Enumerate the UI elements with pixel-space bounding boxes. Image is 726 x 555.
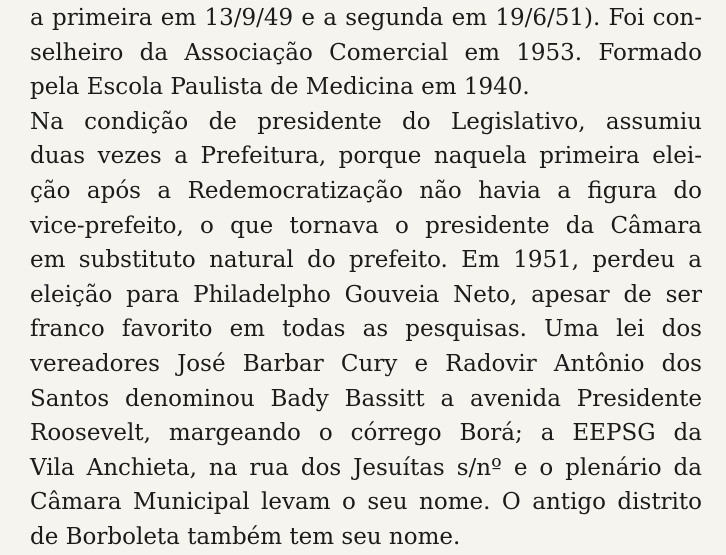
text-line: Roosevelt, margeando o córrego Borá; a EEPSG da	[30, 420, 702, 446]
text-line: selheiro da Associação Comercial em 1953. Formado	[30, 40, 702, 66]
text-line: ção após a Redemocratização não havia a figura do	[30, 178, 702, 204]
text-line: eleição para Philadelpho Gouveia Neto, apesar de ser	[30, 282, 702, 308]
text-line: Santos denominou Bady Bassitt a avenida Presidente	[30, 386, 702, 412]
text-line: Na condição de presidente do Legislativo, assumiu	[30, 109, 702, 135]
text-line: franco favorito em todas as pesquisas. Uma lei dos	[30, 316, 702, 342]
text-line: vereadores José Barbar Cury e Radovir Antônio dos	[30, 351, 702, 377]
text-line: a primeira em 13/9/49 e a segunda em 19/6/51). Foi con-	[30, 5, 702, 31]
text-line: Vila Anchieta, na rua dos Jesuítas s/nº e o plenário da	[30, 455, 702, 481]
text-line: de Borboleta também tem seu nome.	[30, 524, 461, 550]
text-line: em substituto natural do prefeito. Em 1951, perdeu a	[30, 247, 702, 273]
text-line: Câmara Municipal levam o seu nome. O antigo distrito	[30, 489, 702, 515]
text-line: pela Escola Paulista de Medicina em 1940.	[30, 74, 530, 100]
text-line: vice-prefeito, o que tornava o presidente da Câmara	[30, 213, 702, 239]
text-line: duas vezes a Prefeitura, porque naquela primeira elei-	[30, 143, 702, 169]
